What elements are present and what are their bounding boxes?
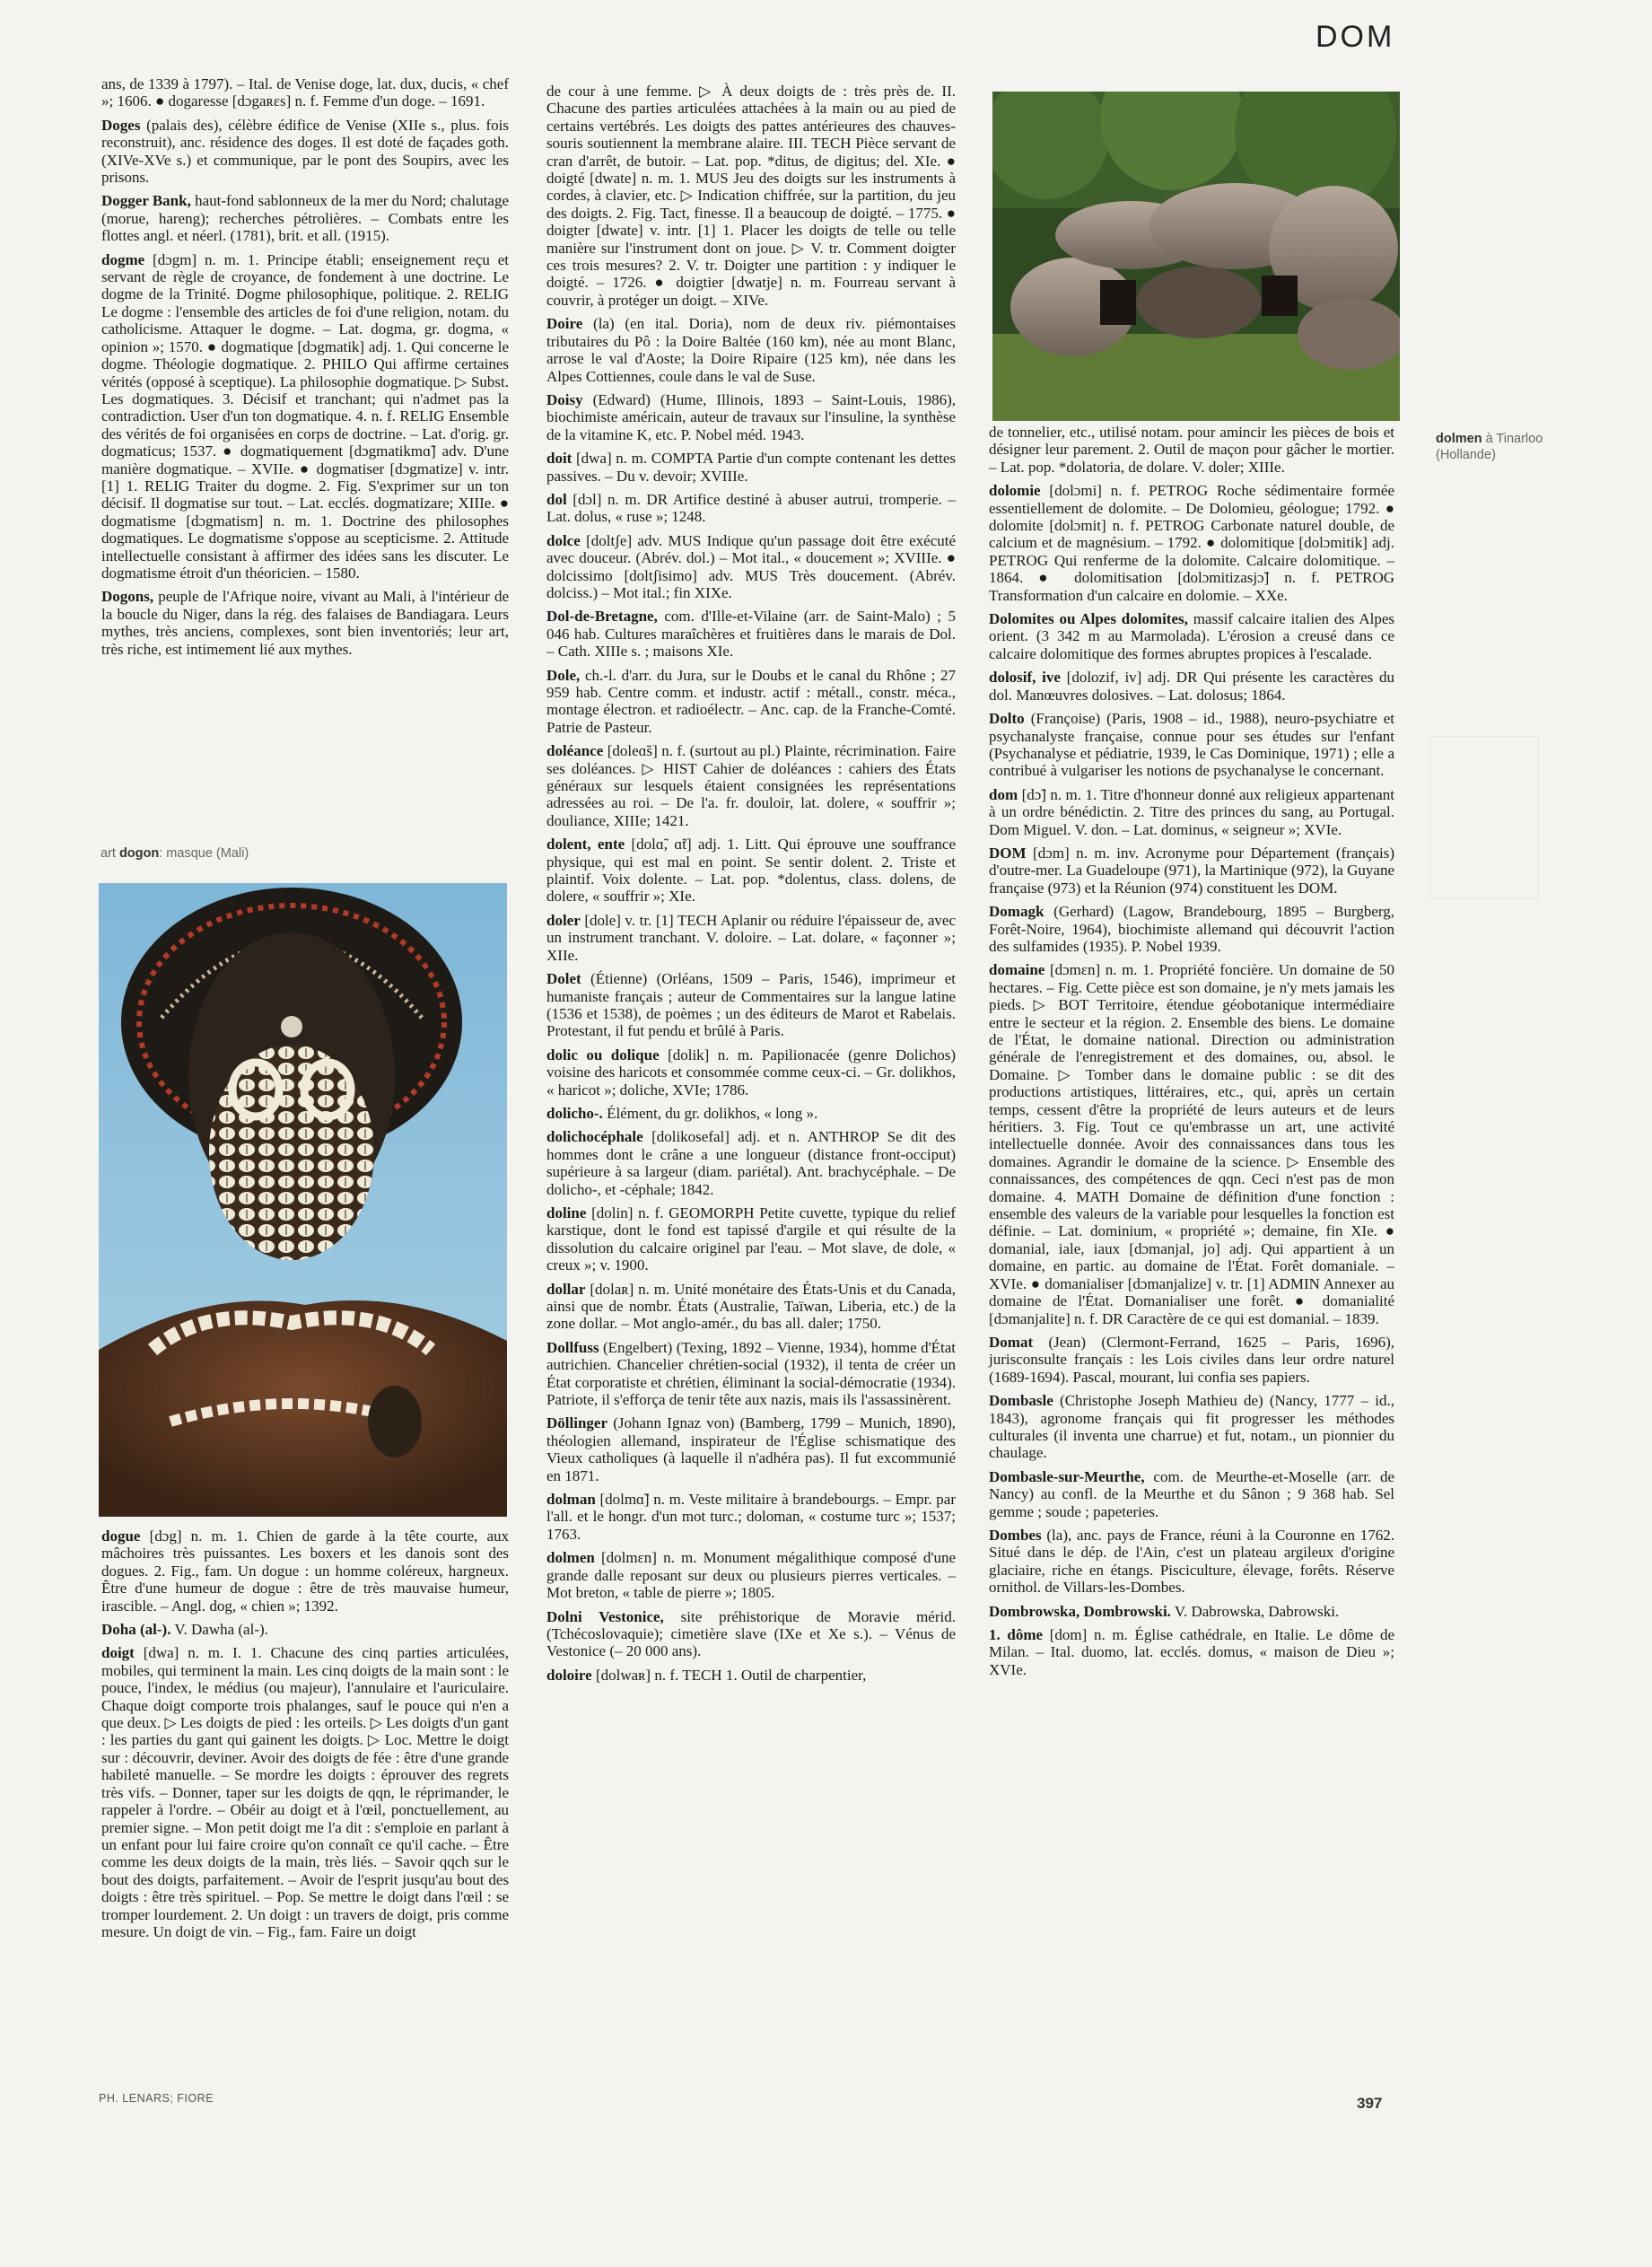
entry-text: V. Dawha (al-).	[174, 1621, 268, 1639]
entry-text: (Engelbert) (Texing, 1892 – Vienne, 1934), homme d'État autrichien. Chancelier chrétien-social (1932), il tenta de créer un État corporatiste et chrétien, éliminant la social-démocratie (1934). Patriote, il s'efforça de tenir tête aux nazis, mais ils l'assassinèrent.	[546, 1338, 957, 1409]
headword: dolomie	[989, 482, 1041, 500]
dictionary-entry	[989, 610, 1394, 662]
entry-text: [dolaʀ] n. m. Unité monétaire des États-Unis et du Canada, ainsi que de nombr. États (Australie, Taïwan, Liberia, etc.) de la zone dollar. – Mot anglo-amér., du bas all. daler; 1750.	[546, 1280, 957, 1333]
headword: doigt	[101, 1644, 135, 1662]
dictionary-entry	[546, 1414, 956, 1484]
entry-text: [dɔmɛn] n. m. 1. Propriété foncière. Un domaine de 50 hectares. – Fig. Cette pièce est son domaine, je n'y mets jamais les pieds. ▷ BOT Territoire, étendue géobotanique intermédiaire entre le secteur et la région. 2. Ensemble des biens. Le domaine de l'État, le domaine national. Direction ou administration générale de l'enregistrement et des domaines, ou, absol. le Domaine. ▷ Tomber dans le domaine public : se dit des productions artistiques, littéraires, etc., qui, après un certain temps, cessent d'être la propriété de leurs auteurs et de leurs héritiers. 3. Fig. Tout ce qu'embrasse un art, une activité intellectuelle donnée. Avoir des connaissances dans tous les domaines. Agrandir le domaine de la science. ▷ Ensemble des connaissances, des compétences de qqn. Ceci n'est pas de mon domaine. 4. MATH Domaine de définition d'une fonction : ensemble des valeurs de la variable pour lesquelles la fonction est définie. – Lat. dominium, « propriété »; demaine, fin XIe. ● domanial, iale, iaux [dɔmanjal, jo] adj. Qui appartient à un domaine, en partic. au domaine de l'État. Forêt domaniale. – XVIe. ● domanialiser [dɔmanjalize] v. tr. [1] ADMIN Annexer au domaine de l'État. Domanialiser une forêt. ● domanialité [dɔmanjalite] n. f. DR Caractère de ce qui est domanial. – 1839.	[989, 961, 1395, 1327]
headword: Dombes	[989, 1526, 1042, 1544]
headword: dom	[989, 785, 1018, 803]
column-3	[989, 424, 1394, 1685]
dictionary-entry	[546, 608, 956, 660]
entry-text: Élément, du gr. dolikhos, « long ».	[607, 1104, 818, 1122]
dictionary-entry	[546, 532, 956, 602]
headword: dogme	[101, 250, 145, 268]
dictionary-entry	[101, 192, 509, 244]
headword: Dombasle	[989, 1392, 1053, 1410]
entry-text: [dolɔmi] n. f. PETROG Roche sédimentaire formée essentiellement de dolomite. – De Dolomieu, géologue; 1792. ● dolomite [dolɔmit] n. f. PETROG Carbonate naturel double, de calcium et de magnésium. – 1792. ● dolomitique [dolɔmitik] adj. PETROG Qui renferme de la dolomite. Calcaire dolomitique. – 1864. ● dolomitisation [dolɔmitizasjɔ̃] n. f. PETROG Transformation d'un calcaire en dolomie. – XXe.	[989, 482, 1395, 604]
headword: Doisy	[546, 390, 583, 408]
entry-text: de tonnelier, etc., utilisé notam. pour amincir les pièces de bois et désigner leur parement. 2. Outil de maçon pour gâcher le mortier. – Lat. pop. *dolatoria, de dolare. V. doler; XIIIe.	[989, 424, 1394, 476]
headword: DOM	[989, 844, 1027, 862]
dictionary-entry	[101, 1527, 509, 1615]
headword: Dolni Vestonice,	[546, 1607, 664, 1625]
headword: doléance	[546, 742, 604, 760]
dictionary-entry	[989, 1527, 1394, 1597]
dictionary-entry	[546, 1667, 956, 1684]
entry-text: massif calcaire italien des Alpes orient. (3 342 m au Marmolada). L'érosion a creusé dans ce calcaire dolomitique des formes abruptes propices à l'escalade.	[989, 610, 1395, 662]
headword: Doges	[101, 116, 141, 134]
dictionary-entry	[989, 903, 1394, 955]
entry-text: com. d'Ille-et-Vilaine (arr. de Saint-Malo) ; 5 046 hab. Cultures maraîchères et fruitières dans le marais de Dol. – Cath. XIIIe s. ; maisons XIe.	[546, 608, 957, 661]
entry-text: [dɔ̃] n. m. 1. Titre d'honneur donné aux religieux appartenant à un ordre bénédictin. 2. Titre des princes du sang, au Portugal. Dom Miguel. V. don. – Lat. dominus, « seigneur »; XVIe.	[989, 785, 1395, 838]
headword: dolicho-.	[546, 1104, 603, 1122]
entry-text: (palais des), célèbre édifice de Venise (XIIe s., plus. fois reconstruit), anc. résidence des doges. Il est doté de façades goth. (XIVe-XVe s.) et communique, par le pont des Soupirs, avec les prisons.	[101, 116, 509, 187]
headword: Dolet	[546, 970, 581, 988]
entry-text: (Johann Ignaz von) (Bamberg, 1799 – Munich, 1890), théologien allemand, inspirateur de l'Église schismatique des Vieux catholiques (à laquelle il n'adhéra pas). Il fut excommunié en 1871.	[546, 1414, 957, 1484]
dictionary-entry	[989, 961, 1394, 1327]
headword: Dogons,	[101, 588, 154, 606]
headword: domaine	[989, 961, 1045, 979]
headword: Dombrowska, Dombrowski.	[989, 1602, 1171, 1620]
headword: Döllinger	[546, 1414, 607, 1432]
entry-text: [dolik] n. m. Papilionacée (genre Dolichos) voisine des haricots et consommée comme ceux-ci. – Gr. dolikhos, « haricot »; doliche, XVIe; 1786.	[546, 1046, 957, 1098]
page-number: 397	[1357, 2095, 1383, 2112]
entry-text: (Christophe Joseph Mathieu de) (Nancy, 1777 – id., 1843), agronome français qui fit progresser les méthodes culturales (il inventa une charrue) et fut, notam., un pionnier du chaulage.	[989, 1392, 1395, 1462]
entry-text: [dolin] n. f. GEOMORPH Petite cuvette, typique du relief karstique, dont le fond est tapissé d'argile et qui résulte de la dissolution du calcaire originel par l'eau. – Mot slave, de dole, « creux »; v. 1900.	[546, 1204, 957, 1274]
dictionary-entry	[546, 667, 956, 737]
headword: Dol-de-Bretagne,	[546, 608, 658, 626]
dictionary-entry	[101, 1621, 509, 1638]
dictionary-entry	[101, 1644, 509, 1940]
headword: Dogger Bank,	[101, 192, 191, 210]
show-through-artifact	[1429, 736, 1539, 899]
entry-text: de cour à une femme. ▷ À deux doigts de : très près de. II. Chacune des parties articulées attachées à la main ou au pied de certains vertébrés. Les doigts des pattes antérieures des chauves-souris soutiennent la membrane alaire. III. TECH Pièce servant de cran d'arrêt, de butoir. – Lat. pop. *ditus, de digitus; del. XIe. ● doigté [dwate] n. m. 1. MUS Jeu des doigts sur les instruments à cordes, à clavier, etc. ▷ Indication chiffrée, sur la partition, du jeu des doigts. 2. Fig. Tact, finesse. Il a beaucoup de doigté. – 1775. ● doigter [dwate] v. intr. [1] 1. Placer les doigts de telle ou telle manière sur l'instrument dont on joue. ▷ V. tr. Comment doigter ces trois mesures? 2. V. tr. Doigter une partition : y indiquer le doigté. – 1726. ● doigtier [dwatje] n. m. Fourreau servant à couvrir, à protéger un doigt. – XIVe.	[546, 83, 956, 309]
caption-dolmen: dolmen à Tinarloo (Hollande)	[1436, 432, 1543, 462]
dictionary-entry	[546, 1128, 956, 1198]
headword: Dollfuss	[546, 1338, 599, 1356]
dictionary-entry	[546, 315, 956, 385]
entry-text: [dolozif, iv] adj. DR Qui présente les caractères du dol. Manœuvres dolosives. – Lat. dolosus; 1864.	[989, 669, 1394, 704]
dictionary-entry	[546, 742, 956, 829]
entry-text: (Françoise) (Paris, 1908 – id., 1988), neuro-psychiatre et psychanalyste française, connue pour ses études sur l'enfant (Psychanalyse et pédiatrie, 1939, le Cas Dominique, 1971) ; elle a contribué à vulgariser les notions de psychanalyse le concernant.	[989, 710, 1394, 780]
dictionary-entry	[989, 1626, 1394, 1678]
entry-text: [dolɑ̃, ɑ̃t] adj. 1. Litt. Qui éprouve une souffrance physique, qui est mal en point. Se sentir dolent. 2. Triste et plaintif. Voix dolente. – Lat. pop. *dolentus, class. dolens, de dolere, « souffrir »; XIe.	[546, 836, 956, 906]
column-2	[546, 83, 956, 1690]
entry-text: (Jean) (Clermont-Ferrand, 1625 – Paris, 1696), jurisconsulte français : les Lois civiles dans leur ordre naturel (1689-1694). Pascal, mourant, lui confia ses papiers.	[989, 1333, 1394, 1386]
headword: dollar	[546, 1280, 586, 1298]
dictionary-entry	[989, 1468, 1394, 1520]
headword: doline	[546, 1204, 587, 1221]
column-1-continued	[101, 1527, 509, 1947]
headword: doloire	[546, 1666, 592, 1684]
entry-text: haut-fond sablonneux de la mer du Nord; chalutage (morue, hareng); recherches pétrolières. – Combats entre les flottes angl. et néerl. (1781), brit. et all. (1915).	[101, 192, 509, 245]
headword: dolent, ente	[546, 836, 625, 853]
dictionary-entry	[546, 450, 956, 485]
entry-text: [dwa] n. m. COMPTA Partie d'un compte contenant les dettes passives. – Du v. devoir; XVIIIe.	[546, 450, 956, 485]
dictionary-entry	[989, 786, 1394, 838]
dictionary-entry	[101, 75, 509, 110]
dictionary-entry	[546, 970, 956, 1040]
entry-text: [doltʃe] adv. MUS Indique qu'un passage doit être exécuté avec douceur. (Abrév. dol.) – Mot ital., « doucement »; XVIIIe. ● dolcissimo [doltʃisimo] adv. MUS Très doucement. (Abrév. dolciss.) – Mot ital.; fin XIXe.	[546, 531, 957, 601]
headword: dolman	[546, 1491, 596, 1509]
headword: Dolto	[989, 710, 1025, 728]
dictionary-entry	[546, 1105, 956, 1122]
dictionary-entry	[989, 424, 1394, 476]
headword: Dole,	[546, 666, 581, 684]
dolmen-photo	[992, 92, 1400, 421]
entry-text: [dolmɑ̃] n. m. Veste militaire à brandebourgs. – Empr. par l'all. et le hongr. d'un mot turc.; doloman, « costume turc »; 1537; 1763.	[546, 1491, 956, 1543]
dictionary-entry	[101, 251, 509, 582]
headword: doler	[546, 911, 581, 929]
dictionary-entry	[989, 1392, 1394, 1462]
dictionary-entry	[989, 1334, 1394, 1386]
dogon-mask-photo	[99, 883, 507, 1517]
dictionary-entry	[546, 1339, 956, 1409]
entry-text: site préhistorique de Moravie mérid. (Tchécoslovaquie); cimetière slave (IXe et Xe s.). – Vénus de Vestonice (– 20 000 ans).	[546, 1607, 956, 1660]
headword: dolic ou dolique	[546, 1046, 660, 1063]
photo-credit: PH. LENARS; FIORE	[99, 2092, 214, 2105]
entry-text: ch.-l. d'arr. du Jura, sur le Doubs et le canal du Rhône ; 27 959 hab. Centre comm. et industr. actif : métall., constr. méca., montage électron. et radioélectr. – Anc. cap. de la Franche-Comté. Patrie de Pasteur.	[546, 666, 957, 736]
dictionary-entry	[989, 710, 1394, 780]
entry-text: [doleɑ̃s] n. f. (surtout au pl.) Plainte, récrimination. Faire ses doléances. ▷ HIST Cahier de doléances : cahiers des États généraux sur lesquels étaient consignées les représentations adressées au roi. – De l'a. fr. douloir, lat. dolere, « souffrir »; douliance, XIIIe; 1421.	[546, 742, 957, 829]
headword: dolce	[546, 531, 581, 549]
entry-text: [dole] v. tr. [1] TECH Aplanir ou réduire l'épaisseur de, avec un instrument tranchant. V. doloire. – Lat. dolare, « façonner »; XIIe.	[546, 911, 956, 964]
entry-text: [dɔgm] n. m. 1. Principe établi; enseignement reçu et servant de règle de croyance, de fondement à une doctrine. Le dogme de la Trinité. Dogme philosophique, politique. 2. RELIG Le dogme : l'ensemble des articles de foi d'une religion, notam. du catholicisme. Attaquer le dogme. – Lat. dogma, gr. dogma, « opinion »; 1570. ● dogmatique [dɔgmatik] adj. 1. Qui concerne le dogme. Théologie dogmatique. 2. PHILO Qui affirme certaines vérités (opposé à sceptique). La philosophie dogmatique. ▷ Subst. Les dogmatiques. 3. Décisif et tranchant; qui n'admet pas la contradiction. User d'un ton dogmatique. 4. n. f. RELIG Ensemble des vérités de foi organisées en corps de doctrine. – Lat. d'orig. gr. dogmaticus; 1537. ● dogmatiquement [dɔgmatikmɑ̃] adv. D'une manière dogmatique. – XVIIe. ● dogmatiser [dɔgmatize] v. intr. [1] 1. RELIG Traiter du dogme. 2. Fig. S'exprimer sur un ton décisif. Il dogmatise sur tout. – Lat. ecclés. dogmatizare; XIIIe. ● dogmatisme [dɔgmatism] n. m. 1. Doctrine des philosophes dogmatiques. Le dogmatisme s'oppose au scepticisme. 2. Attitude intellectuelle consistant à affirmer des idées sans les discuter. Le dogmatisme étroit d'un théoricien. – 1580.	[101, 250, 510, 582]
dictionary-entry	[101, 588, 509, 658]
entry-text: [dolwaʀ] n. f. TECH 1. Outil de charpentier,	[595, 1666, 867, 1684]
headword: Domagk	[989, 903, 1045, 921]
dictionary-entry	[989, 669, 1394, 704]
column-1	[101, 75, 509, 664]
dictionary-entry	[546, 1491, 956, 1543]
entry-text: [dɔl] n. m. DR Artifice destiné à abuser autrui, tromperie. – Lat. dolus, « ruse »; 1248.	[546, 490, 957, 526]
headword: Doha (al-).	[101, 1621, 171, 1639]
dictionary-entry	[546, 83, 956, 309]
headword: dolmen	[546, 1549, 595, 1567]
dictionary-entry	[546, 836, 956, 906]
headword: 1. dôme	[989, 1626, 1044, 1643]
entry-text: (Gerhard) (Lagow, Brandebourg, 1895 – Burgberg, Forêt-Noire, 1964), biochimiste allemand qui découvrit l'action des sulfamides (1935). P. Nobel 1939.	[989, 903, 1394, 955]
entry-text: [dolmɛn] n. m. Monument mégalithique composé d'une grande dalle reposant sur deux ou plusieurs pierres verticales. – Mot breton, « table de pierre »; 1805.	[546, 1549, 957, 1602]
headword: dogue	[101, 1527, 141, 1545]
dictionary-entry	[101, 117, 509, 187]
headword: dolosif, ive	[989, 669, 1061, 687]
headword: Domat	[989, 1333, 1034, 1351]
dictionary-entry	[546, 491, 956, 526]
entry-text: [dolikosefal] adj. et n. ANTHROP Se dit des hommes dont le crâne a une longueur (distance front-occiput) supérieure à sa largeur (diam. pariétal). Ant. brachycéphale. – De dolicho-, et -céphale; 1842.	[546, 1128, 956, 1198]
entry-text: com. de Meurthe-et-Moselle (arr. de Nancy) au confl. de la Meurthe et du Sânon ; 9 368 hab. Sel gemme ; soude ; papeteries.	[989, 1467, 1395, 1520]
caption-dogon: art dogon: masque (Mali)	[101, 846, 249, 861]
dictionary-entry	[546, 391, 956, 443]
dictionary-entry	[989, 1603, 1394, 1620]
entry-text: V. Dabrowska, Dabrowski.	[1174, 1602, 1340, 1620]
dictionary-entry	[989, 482, 1394, 604]
guide-word: DOM	[1315, 20, 1395, 54]
entry-text: (la), anc. pays de France, réuni à la Couronne en 1762. Situé dans le dép. de l'Ain, c'est un plateau argileux d'origine glaciaire, riche en étangs. Pisciculture, élevage, forêts. Réserve ornithol. de Villars-les-Dombes.	[989, 1526, 1395, 1597]
headword: doit	[546, 450, 573, 468]
dictionary-entry	[546, 1549, 956, 1601]
entry-text: [dom] n. m. Église cathédrale, en Italie. Le dôme de Milan. – Ital. duomo, lat. ecclés. domus, « maison de Dieu »; XVIe.	[989, 1626, 1394, 1678]
dictionary-entry	[546, 912, 956, 964]
entry-text: (Edward) (Hume, Illinois, 1893 – Saint-Louis, 1986), biochimiste américain, auteur de travaux sur l'insuline, la synthèse de la vitamine K, etc. P. Nobel méd. 1943.	[546, 390, 956, 443]
entry-text: ans, de 1339 à 1797). – Ital. de Venise doge, lat. dux, ducis, « chef »; 1606. ● dogaresse [dɔgaʀɛs] n. f. Femme d'un doge. – 1691.	[101, 75, 509, 110]
dictionary-entry	[546, 1608, 956, 1660]
entry-text: [dwa] n. m. I. 1. Chacune des cinq parties articulées, mobiles, qui terminent la main. Les cinq doigts de la main sont : le pouce, l'index, le médius (ou majeur), l'annulaire et l'auriculaire. Chaque doigt comporte trois phalanges, sauf le pouce qui n'en a que deux. ▷ Les doigts de pied : les orteils. ▷ Les doigts d'un gant : les parties du gant qui gainent les doigts. ▷ Loc. Mettre le doigt sur : découvrir, deviner. Avoir des doigts de fée : être d'une grande habileté manuelle. – Se mordre les doigts : éprouver des regrets très vifs. – Donner, taper sur les doigts de qqn, le réprimander, le rappeler à l'ordre. – Obéir au doigt et à l'œil, ponctuellement, au premier signe. – Mon petit doigt me l'a dit : s'emploie en parlant à un enfant pour lui faire croire qu'on connaît ce qu'il cache. – Être comme les deux doigts de la main, très liés. – Savoir qqch sur le bout des doigts, parfaitement. – Avoir de l'esprit jusqu'au bout des doigts : être très spirituel. – Pop. Se mettre le doigt dans l'œil : se tromper lourdement. 2. Un doigt : un travers de doigt, pris comme mesure. Un doigt de vin. – Fig., fam. Faire un doigt	[101, 1644, 509, 1940]
headword: Dolomites ou Alpes dolomites,	[989, 610, 1188, 628]
entry-text: (la) (en ital. Doria), nom de deux riv. piémontaises tributaires du Pô : la Doire Baltée (160 km), née au mont Blanc, arrose le val d'Aoste; la Doire Ripaire (125 km), née dans les Alpes Cottiennes, coule dans le val de Suse.	[546, 315, 957, 385]
entry-text: [dɔg] n. m. 1. Chien de garde à la tête courte, aux mâchoires très puissantes. Les boxers et les danois sont des dogues. 2. Fig., fam. Un dogue : un homme coléreux, hargneux. Être d'une humeur de dogue : être de très mauvaise humeur, irascible. – Angl. dog, « chien »; 1392.	[101, 1527, 509, 1615]
headword: dol	[546, 490, 567, 508]
headword: dolichocéphale	[546, 1128, 643, 1146]
dictionary-entry	[546, 1046, 956, 1098]
dictionary-entry	[546, 1204, 956, 1274]
dictionary-entry	[989, 845, 1394, 897]
entry-text: peuple de l'Afrique noire, vivant au Mali, à l'intérieur de la boucle du Niger, dans la rég. des falaises de Bandiagara. Leurs mythes, très anciens, complexes, sont bien inventoriés; leur art, très riche, est intimement lié aux mythes.	[101, 588, 510, 658]
headword: Doire	[546, 315, 583, 333]
headword: Dombasle-sur-Meurthe,	[989, 1467, 1145, 1485]
dictionary-entry	[546, 1281, 956, 1333]
entry-text: [dɔm] n. m. inv. Acronyme pour Département (français) d'outre-mer. La Guadeloupe (971), la Martinique (972), la Guyane française (973) et la Réunion (974) constituent les DOM.	[989, 844, 1394, 897]
entry-text: (Étienne) (Orléans, 1509 – Paris, 1546), imprimeur et humaniste français ; auteur de Commentaires sur la langue latine (1536 et 1538), de poèmes ; un des éditeurs de Marot et Rabelais. Protestant, il fut pendu et brûlé à Paris.	[546, 970, 957, 1040]
